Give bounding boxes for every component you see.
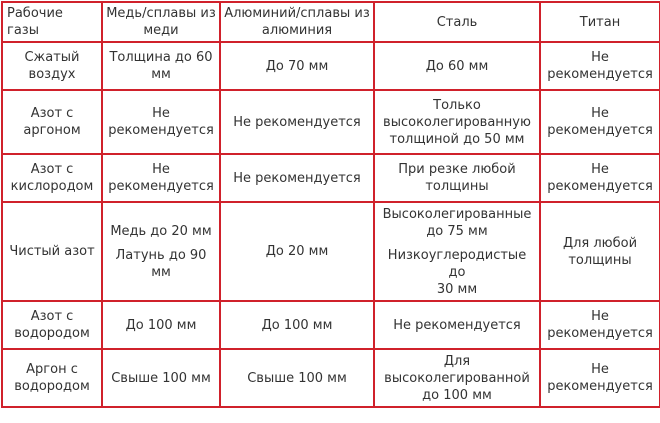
cell-text: рекомендуется (547, 179, 653, 194)
header-text: Алюминий/сплавы из (224, 6, 370, 21)
cell-gas (2, 301, 102, 349)
table-row (2, 42, 660, 90)
header-titanium (540, 2, 660, 42)
cell-gas (2, 154, 102, 202)
cell-paragraph (224, 58, 370, 75)
cell-text: аргоном (23, 123, 81, 138)
cell-steel (374, 202, 540, 301)
cell-paragraph (378, 353, 536, 404)
cell-titanium (540, 349, 660, 407)
cell-aluminium (220, 349, 374, 407)
cell-gas (2, 349, 102, 407)
cell-text: Толщина до 60 (109, 50, 213, 65)
cell-titanium (540, 42, 660, 90)
table-row (2, 301, 660, 349)
cell-paragraph (544, 361, 656, 395)
cell-gas (2, 90, 102, 154)
cell-text: Не (591, 162, 609, 177)
page (0, 1, 660, 423)
cell-titanium (540, 90, 660, 154)
cell-text: Не (591, 50, 609, 65)
cell-text: Не (152, 106, 170, 121)
cell-copper (102, 42, 220, 90)
cell-paragraph (6, 308, 98, 342)
cell-text: До 60 мм (425, 58, 489, 74)
header-gas (2, 2, 102, 42)
cell-paragraph (378, 247, 536, 298)
cell-text: водородом (14, 326, 90, 341)
cell-text: Азот с (30, 162, 74, 177)
cell-text: Свыше 100 мм (247, 370, 347, 386)
header-text: Рабочие газы (7, 6, 63, 38)
table-row (2, 90, 660, 154)
cell-paragraph (6, 243, 98, 260)
cell-paragraph (378, 317, 536, 334)
table-row (2, 154, 660, 202)
cell-aluminium (220, 90, 374, 154)
cell-text: Аргон с (26, 362, 78, 377)
table-body (2, 2, 660, 407)
cell-text: Не рекомендуется (233, 170, 361, 186)
table-row (2, 202, 660, 301)
cell-steel (374, 301, 540, 349)
cell-text: толщины (425, 179, 489, 194)
header-text: алюминия (261, 23, 333, 38)
cell-text: При резке любой (398, 162, 516, 177)
cell-text: Чистый азот (9, 244, 95, 259)
cell-titanium (540, 154, 660, 202)
cell-text: Латунь до 90 мм (115, 247, 207, 280)
cell-text: Только (433, 97, 481, 113)
cell-paragraph (106, 223, 216, 240)
cell-text: Для (443, 353, 471, 369)
header-text: меди (143, 23, 179, 38)
cell-paragraph (224, 317, 370, 334)
cell-aluminium (220, 42, 374, 90)
cell-text: Не рекомендуется (393, 317, 521, 333)
cell-text: до 75 мм (426, 223, 488, 239)
cell-text: Свыше 100 мм (111, 370, 211, 386)
cell-text: Для любой (562, 235, 638, 251)
cell-paragraph (378, 97, 536, 148)
gas-comparison-table (1, 1, 660, 408)
header-copper (102, 2, 220, 42)
cell-paragraph (224, 114, 370, 131)
cell-text: Не (591, 362, 609, 377)
cell-gas (2, 42, 102, 90)
cell-steel (374, 42, 540, 90)
cell-paragraph (544, 308, 656, 342)
cell-text: высоколегированной (384, 370, 530, 386)
cell-text: Азот с (30, 309, 74, 324)
header-aluminium (220, 2, 374, 42)
cell-copper (102, 349, 220, 407)
cell-steel (374, 154, 540, 202)
header-row (2, 2, 660, 42)
cell-text: воздух (28, 67, 76, 82)
header-text: Титан (579, 14, 621, 30)
cell-text: мм (151, 67, 171, 82)
cell-text: Высоколегированные (382, 206, 532, 222)
cell-text: До 70 мм (265, 58, 329, 74)
cell-text: Низкоуглеродистые до (387, 247, 527, 280)
cell-text: водородом (14, 379, 90, 394)
cell-text: рекомендуется (547, 67, 653, 82)
cell-text: кислородом (10, 179, 94, 194)
cell-paragraph (106, 317, 216, 334)
cell-paragraph (378, 206, 536, 240)
cell-copper (102, 202, 220, 301)
cell-text: До 20 мм (265, 244, 329, 259)
cell-copper (102, 301, 220, 349)
cell-paragraph (106, 161, 216, 195)
cell-text: рекомендуется (108, 179, 214, 194)
cell-text: до 100 мм (422, 387, 492, 403)
cell-titanium (540, 202, 660, 301)
cell-text: рекомендуется (108, 123, 214, 138)
cell-paragraph (378, 58, 536, 75)
cell-paragraph (544, 235, 656, 269)
cell-paragraph (544, 161, 656, 195)
cell-copper (102, 154, 220, 202)
cell-titanium (540, 301, 660, 349)
cell-text: До 100 мм (125, 317, 197, 333)
cell-aluminium (220, 202, 374, 301)
cell-paragraph (6, 361, 98, 395)
cell-text: Медь до 20 мм (110, 223, 212, 239)
cell-text: Не (591, 309, 609, 324)
cell-text: рекомендуется (547, 123, 653, 138)
cell-text: толщины (568, 252, 632, 268)
cell-paragraph (378, 161, 536, 195)
cell-text: Сжатый (24, 50, 80, 65)
cell-text: Азот с (30, 106, 74, 121)
cell-text: рекомендуется (547, 326, 653, 341)
header-text: Сталь (436, 14, 478, 30)
header-text: Медь/сплавы из (106, 6, 216, 21)
cell-paragraph (224, 170, 370, 187)
cell-paragraph (224, 370, 370, 387)
cell-text: До 100 мм (261, 317, 333, 333)
cell-text: Не (591, 106, 609, 121)
cell-paragraph (224, 243, 370, 260)
cell-gas (2, 202, 102, 301)
cell-aluminium (220, 301, 374, 349)
cell-paragraph (544, 49, 656, 83)
cell-text: толщиной до 50 мм (389, 131, 525, 147)
cell-text: Не (152, 162, 170, 177)
cell-paragraph (106, 49, 216, 83)
header-steel (374, 2, 540, 42)
cell-paragraph (6, 49, 98, 83)
cell-paragraph (106, 247, 216, 281)
cell-copper (102, 90, 220, 154)
cell-paragraph (106, 370, 216, 387)
cell-text: Не рекомендуется (233, 114, 361, 130)
table-row (2, 349, 660, 407)
cell-paragraph (6, 161, 98, 195)
cell-text: 30 мм (436, 281, 478, 297)
cell-steel (374, 349, 540, 407)
cell-text: рекомендуется (547, 379, 653, 394)
cell-text: высоколегированную (383, 114, 531, 130)
cell-paragraph (6, 105, 98, 139)
cell-aluminium (220, 154, 374, 202)
cell-paragraph (106, 105, 216, 139)
cell-steel (374, 90, 540, 154)
cell-paragraph (544, 105, 656, 139)
